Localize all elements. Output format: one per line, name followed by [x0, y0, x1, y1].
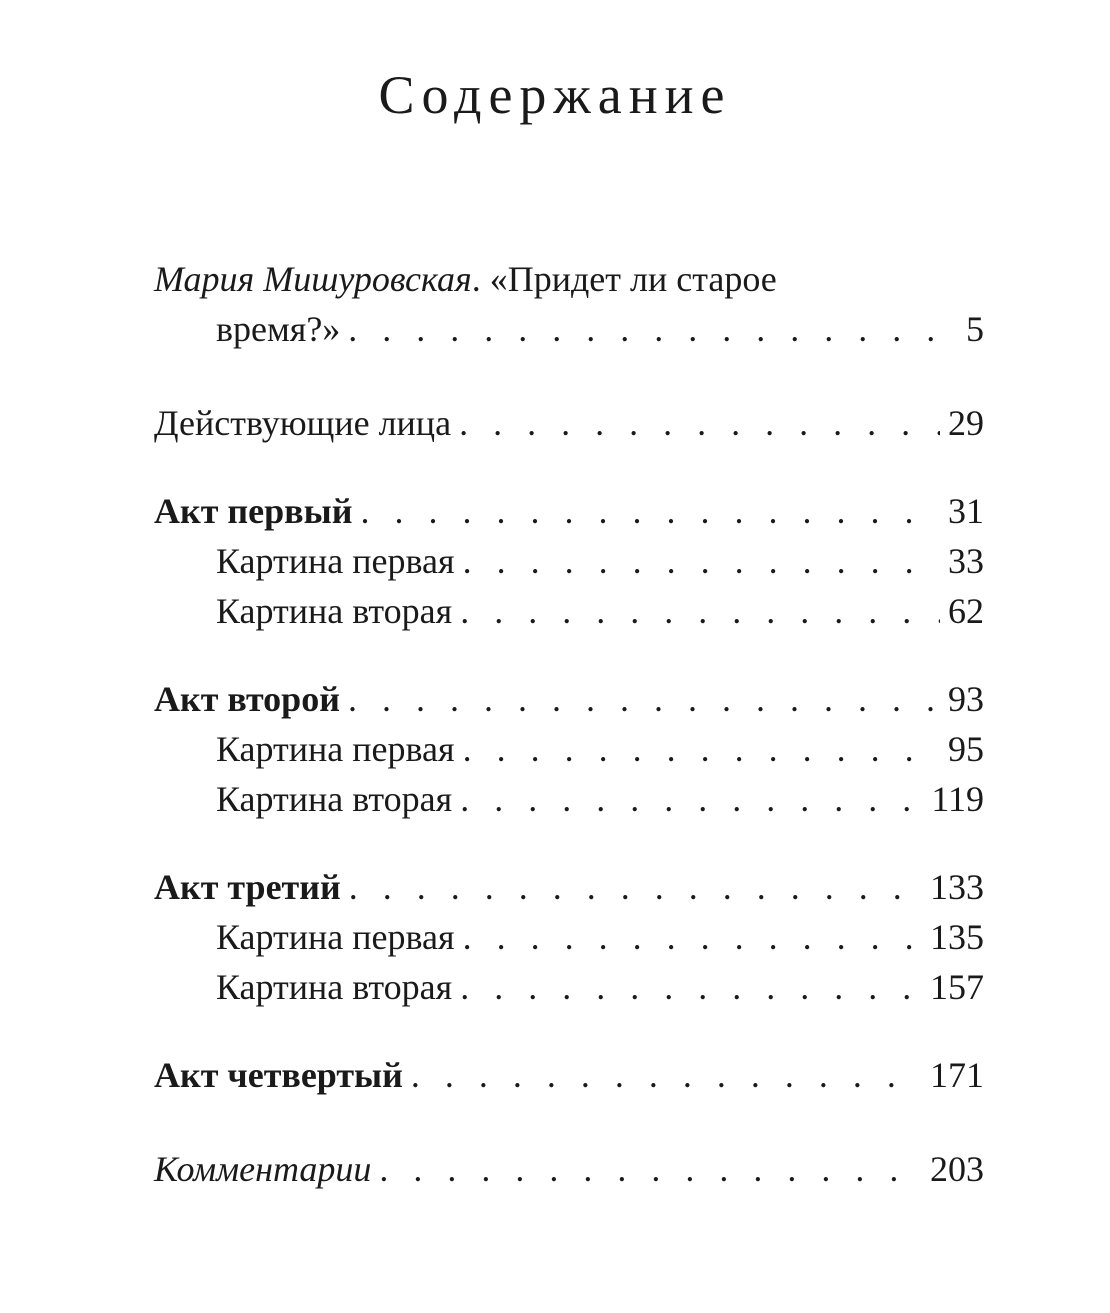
- toc-entry-label: Картина вторая: [216, 591, 453, 631]
- page-number: 29: [948, 403, 984, 443]
- toc-entry-act-3-scene-1[interactable]: [154, 912, 984, 962]
- toc-entry-label: Акт первый: [154, 491, 353, 531]
- toc-entry-characters[interactable]: [154, 398, 984, 448]
- page-number: 119: [931, 779, 984, 819]
- toc-entry-label: Картина первая: [216, 541, 455, 581]
- toc-entry-title-cont: время?»: [216, 309, 341, 349]
- dot-leader: [463, 724, 940, 774]
- page-number: 62: [948, 591, 984, 631]
- page-number: 135: [930, 917, 984, 957]
- dot-leader: [463, 912, 922, 962]
- toc-entry-label: Акт второй: [154, 679, 340, 719]
- toc-entry-act-1-scene-2[interactable]: [154, 586, 984, 636]
- page-number: 203: [930, 1149, 984, 1189]
- page-title: Содержание: [378, 65, 732, 125]
- page-number: 171: [930, 1055, 984, 1095]
- dot-leader: [379, 1144, 922, 1194]
- page-number: 93: [948, 679, 984, 719]
- dot-leader: [348, 674, 940, 724]
- toc-entry-label: Акт четвертый: [154, 1055, 403, 1095]
- toc-entry-author: Мария Мишуровская: [154, 259, 472, 299]
- page-number: 157: [930, 967, 984, 1007]
- toc-entry-act-3-scene-2[interactable]: [154, 962, 984, 1012]
- dot-leader: [460, 962, 922, 1012]
- page-number: 95: [948, 729, 984, 769]
- toc-entry-label: Картина вторая: [216, 779, 453, 819]
- toc-entry-title: . «Придет ли старое: [471, 259, 777, 299]
- toc-entry-act-2[interactable]: [154, 674, 984, 724]
- page-number: 5: [966, 309, 984, 349]
- dot-leader: [411, 1050, 922, 1100]
- page-number: 33: [948, 541, 984, 581]
- toc-entry-label: Действующие лица: [154, 403, 452, 443]
- toc-entry-label: Картина первая: [216, 729, 455, 769]
- toc-entry-act-2-scene-2[interactable]: [154, 774, 984, 824]
- toc-entry-label: Картина первая: [216, 917, 455, 957]
- dot-leader: [348, 304, 958, 354]
- toc-entry-comments[interactable]: [154, 1144, 984, 1194]
- toc-entry-act-3[interactable]: [154, 862, 984, 912]
- table-of-contents: [154, 254, 984, 1194]
- toc-entry-act-1-scene-1[interactable]: [154, 536, 984, 586]
- toc-entry-label: Картина вторая: [216, 967, 453, 1007]
- toc-entry-act-2-scene-1[interactable]: [154, 724, 984, 774]
- dot-leader: [460, 586, 940, 636]
- dot-leader: [349, 862, 922, 912]
- page-number: 133: [930, 867, 984, 907]
- toc-entry-act-1[interactable]: [154, 486, 984, 536]
- dot-leader: [460, 774, 923, 824]
- toc-entry-foreword[interactable]: [154, 254, 984, 354]
- dot-leader: [459, 398, 940, 448]
- toc-entry-label: Акт третий: [154, 867, 341, 907]
- toc-entry-act-4[interactable]: [154, 1050, 984, 1100]
- dot-leader: [463, 536, 940, 586]
- dot-leader: [360, 486, 940, 536]
- page-number: 31: [948, 491, 984, 531]
- toc-entry-label: Комментарии: [154, 1149, 372, 1189]
